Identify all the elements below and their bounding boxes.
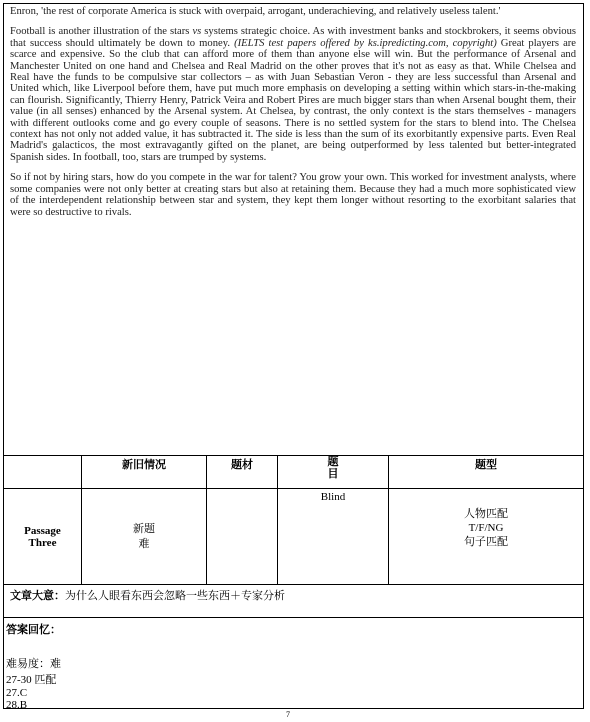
header-topic: 题材 [207, 456, 278, 489]
cell-topic [207, 489, 278, 585]
paragraph-1: Enron, 'the rest of corporate America is stuck with overpaid, arrogant, underachieving, and relatively useless talent.' [10, 6, 501, 17]
cell-newold: 新题 难 [82, 489, 207, 585]
header-newold: 新旧情况 [82, 456, 207, 489]
info-table [3, 455, 584, 585]
article-body [10, 6, 576, 452]
page-number: 7 [286, 710, 290, 719]
paragraph-3: So if not by hiring stars, how do you compete in the war for talent? You grow your own. This worked for investment analysts, where some companies were not only better at creating stars but also at retaining them. Because they had a much more sophisticated view of the interdependent relationship between star and system, they kept them longer without resorting to the exorbitant salaries that were so destructive to rivals. [10, 172, 576, 218]
answer-line: 28.B [6, 699, 28, 711]
recall-label: 答案回忆： [6, 623, 61, 636]
answer-line: 27.C [6, 687, 28, 699]
paragraph-2: Football is another illustration of the stars vs systems strategic choice. As with investment banks and stockbrokers, it seems obvious that success should ultimately be down to money. (IELTS test papers offered by ks.ipredicting.com, copyright) Great players are scarce and expensive. So the club that can afford more of them than anyone else will win. But the performance of Arsenal and Manchester United on one hand and Chelsea and Real Madrid on the other proves that it's not as easy as that. While Chelsea and Real have the funds to be compulsive star collectors – as with Juan Sebastian Veron - they are less successful than Arsenal and United which, like Liverpool before them, have put much more emphasis on developing a setting within which stars-in-the-making can flourish. Significantly, Thierry Henry, Patrick Veira and Robert Pires are much bigger stars than when Arsenal bought them, their value (in all senses) enhanced by the Arsenal system. At Chelsea, by contrast, the only context is the stars themselves - managers with different outlooks come and go every couple of seasons. There is no settled system for the stars to blend into. The Chelsea context has not only not added value, it has subtracted it. The side is less than the sum of its exorbitantly expensive parts. Even Real Madrid's galacticos, the most extravagantly gifted on the planet, are being outperformed by less talented but better-integrated Spanish sides. In football, too, stars are trumped by systems. [10, 26, 577, 163]
summary-label: 文章大意： [10, 589, 65, 602]
cell-types: 人物匹配 T/F/NG 句子匹配 [389, 489, 584, 585]
passage-label: Passage Three [4, 489, 82, 585]
citation: (IELTS test papers offered by ks.ipredicting.com, copyright) [234, 37, 497, 49]
recall-section [3, 618, 584, 709]
header-question: 题目 [278, 456, 389, 489]
answer-line: 27-30 匹配 [6, 674, 57, 686]
corner-cell [4, 456, 82, 489]
summary-text: 为什么人眼看东西会忽略一些东西＋专家分析 [65, 590, 285, 602]
header-type: 题型 [389, 456, 584, 489]
summary-section [3, 584, 584, 618]
difficulty: 难易度：难 [6, 658, 61, 670]
cell-question: Blind [278, 489, 389, 585]
